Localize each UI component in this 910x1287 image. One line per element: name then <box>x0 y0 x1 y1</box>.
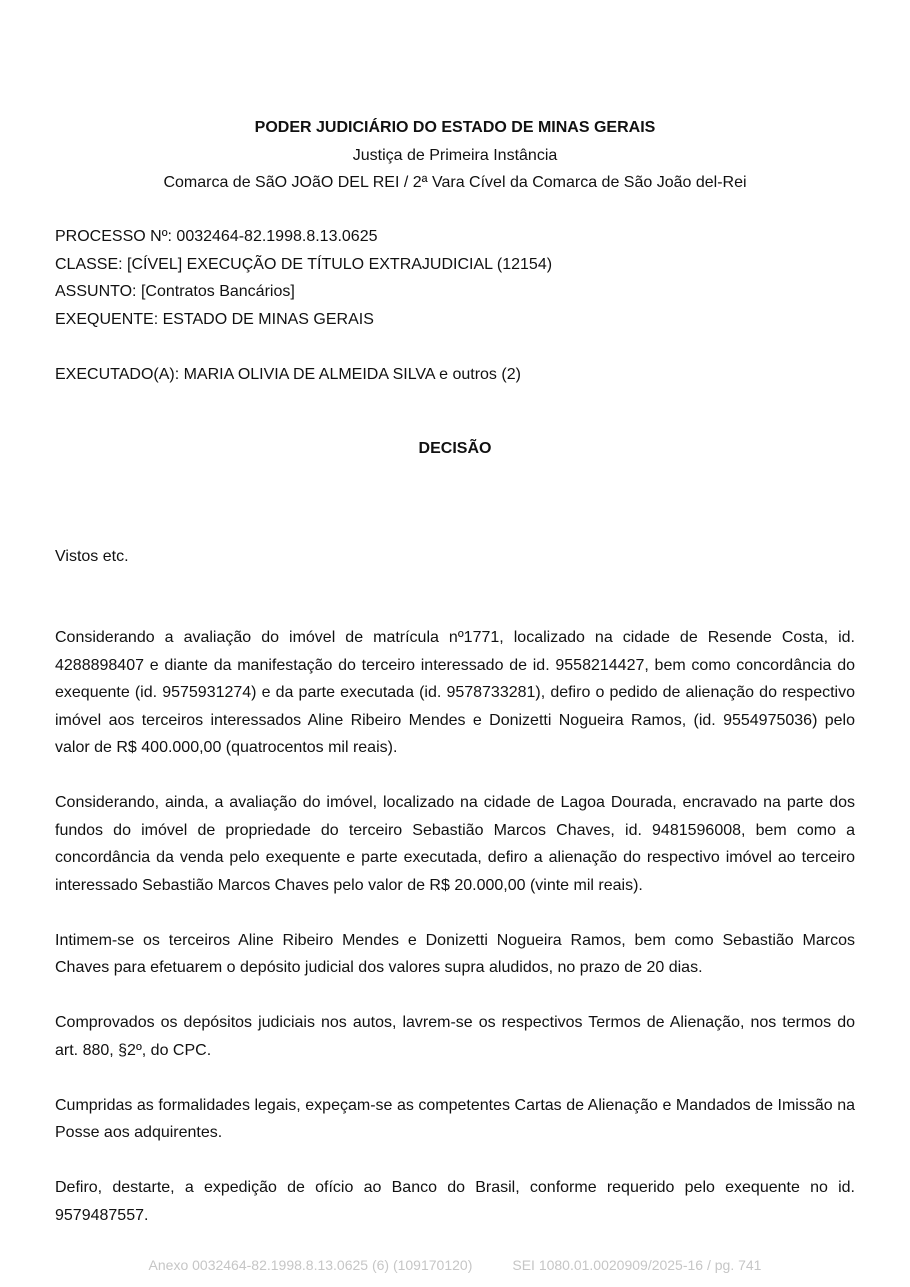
decision-title: DECISÃO <box>418 440 492 457</box>
decision-paragraph: Intimem-se os terceiros Aline Ribeiro Mendes e Donizetti Nogueira Ramos, bem como Sebastião Marcos Chaves para efetuarem o depósito judicial dos valores supra aludidos, no prazo de 20 dias. <box>55 931 855 976</box>
process-number: PROCESSO Nº: 0032464-82.1998.8.13.0625 <box>55 228 378 245</box>
spacer <box>55 333 855 361</box>
comarca-heading: Comarca de SãO JOãO DEL REI / 2ª Vara Cível da Comarca de São João del-Rei <box>163 174 747 191</box>
decision-opening: Vistos etc. <box>55 548 129 565</box>
process-metadata <box>55 223 855 388</box>
page-footer <box>0 1257 910 1273</box>
footer-annex: Anexo 0032464-82.1998.8.13.0625 (6) (109170120) <box>148 1257 473 1273</box>
decision-paragraph: Considerando, ainda, a avaliação do imóvel, localizado na cidade de Lagoa Dourada, encravado na parte dos fundos do imóvel de propriedade do terceiro Sebastião Marcos Chaves, id. 9481596008, bem como a concordância da venda pelo exequente e parte executada, defiro a alienação do respectivo imóvel ao terceiro interessado Sebastião Marcos Chaves pelo valor de R$ 20.000,00 (vinte mil reais). <box>55 794 855 894</box>
decision-paragraph: Cumpridas as formalidades legais, expeçam-se as competentes Cartas de Alienação e Mandados de Imissão na Posse aos adquirentes. <box>55 1096 855 1141</box>
process-executado: EXECUTADO(A): MARIA OLIVIA DE ALMEIDA SILVA e outros (2) <box>55 365 521 383</box>
process-exequente: EXEQUENTE: ESTADO DE MINAS GERAIS <box>55 310 374 328</box>
decision-paragraph: Comprovados os depósitos judiciais nos autos, lavrem-se os respectivos Termos de Alienação, nos termos do art. 880, §2º, do CPC. <box>55 1014 855 1059</box>
process-subject: ASSUNTO: [Contratos Bancários] <box>55 283 295 300</box>
process-class: CLASSE: [CÍVEL] EXECUÇÃO DE TÍTULO EXTRAJUDICIAL (12154) <box>55 255 553 273</box>
instance-heading: Justiça de Primeira Instância <box>352 147 558 164</box>
footer-sei: SEI 1080.01.0020909/2025-16 / pg. 741 <box>512 1257 762 1273</box>
decision-body <box>55 624 855 1257</box>
court-heading: PODER JUDICIÁRIO DO ESTADO DE MINAS GERAIS <box>254 119 656 136</box>
decision-paragraph: Defiro, destarte, a expedição de ofício ao Banco do Brasil, conforme requerido pelo exequente no id. 9579487557. <box>55 1179 855 1224</box>
decision-paragraph: Considerando a avaliação do imóvel de matrícula nº1771, localizado na cidade de Resende Costa, id. 4288898407 e diante da manifestação do terceiro interessado de id. 9558214427, bem como concordância do exequente (id. 9575931274) e da parte executada (id. 9578733281), defiro o pedido de alienação do respectivo imóvel aos terceiros interessados Aline Ribeiro Mendes e Donizetti Nogueira Ramos, (id. 9554975036) pelo valor de R$ 400.000,00 (quatrocentos mil reais). <box>55 629 855 756</box>
